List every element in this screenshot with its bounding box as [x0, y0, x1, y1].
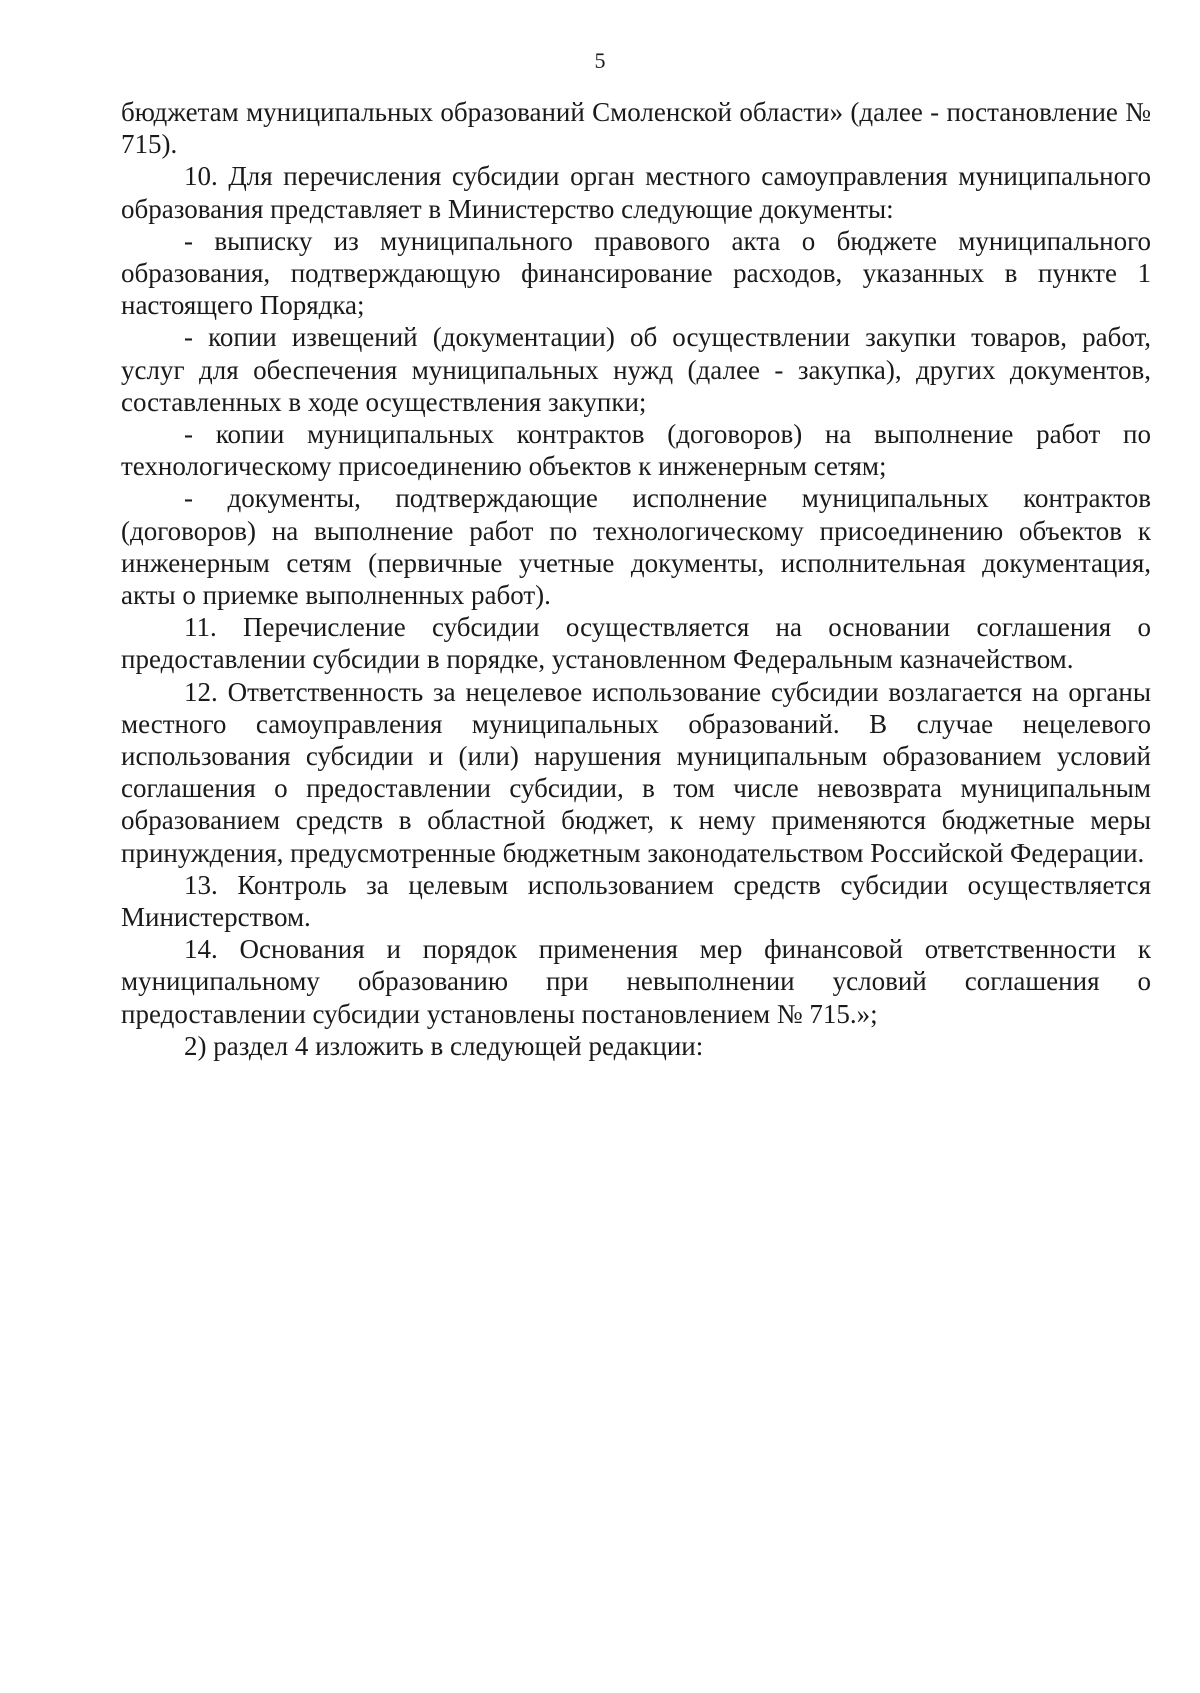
paragraph-list-item-procurement-notices: - копии извещений (документации) об осуществлении закупки товаров, работ, услуг для обеспечения муниципальных нужд (далее - закупка), других документов, составленных в ходе осуществления закупки;: [121, 322, 1151, 417]
paragraph-subitem-2: 2) раздел 4 изложить в следующей редакции:: [184, 1030, 704, 1061]
paragraph-item-12: 12. Ответственность за нецелевое использование субсидии возлагается на органы местного самоуправления муниципальных образований. В случае нецелевого использования субсидии и (или) нарушения муниципальным образованием условий соглашения о предоставлении субсидии, в том числе невозврата муниципальным образованием средств в областной бюджет, к нему применяются бюджетные меры принуждения, предусмотренные бюджетным законодательством Российской Федерации.: [121, 676, 1151, 868]
paragraph-list-item-execution-documents: - документы, подтверждающие исполнение муниципальных контрактов (договоров) на выполнение работ по технологическому присоединению объектов к инженерным сетям (первичные учетные документы, исполнительная документация, акты о приемке выполненных работ).: [121, 483, 1151, 611]
paragraph-item-10: 10. Для перечисления субсидии орган местного самоуправления муниципального образования представляет в Министерство следующие документы:: [121, 161, 1151, 224]
paragraph-item-14: 14. Основания и порядок применения мер финансовой ответственности к муниципальному образованию при невыполнении условий соглашения о предоставлении субсидии установлены постановлением № 715.»;: [121, 934, 1151, 1029]
paragraph-item-13: 13. Контроль за целевым использованием средств субсидии осуществляется Министерством.: [121, 869, 1151, 933]
paragraph-continuation: бюджетам муниципальных образований Смоленской области» (далее - постановление № 715).: [121, 97, 1151, 160]
page-number: 5: [594, 48, 606, 73]
document-body: [121, 96, 1151, 1062]
paragraph-item-11: 11. Перечисление субсидии осуществляется на основании соглашения о предоставлении субсидии в порядке, установленном Федеральным казначейством.: [121, 612, 1151, 675]
paragraph-list-item-budget-act: - выписку из муниципального правового акта о бюджете муниципального образования, подтверждающую финансирование расходов, указанных в пункте 1 настоящего Порядка;: [121, 225, 1151, 321]
paragraph-list-item-contracts: - копии муниципальных контрактов (договоров) на выполнение работ по технологическому присоединению объектов к инженерным сетям;: [121, 419, 1151, 482]
